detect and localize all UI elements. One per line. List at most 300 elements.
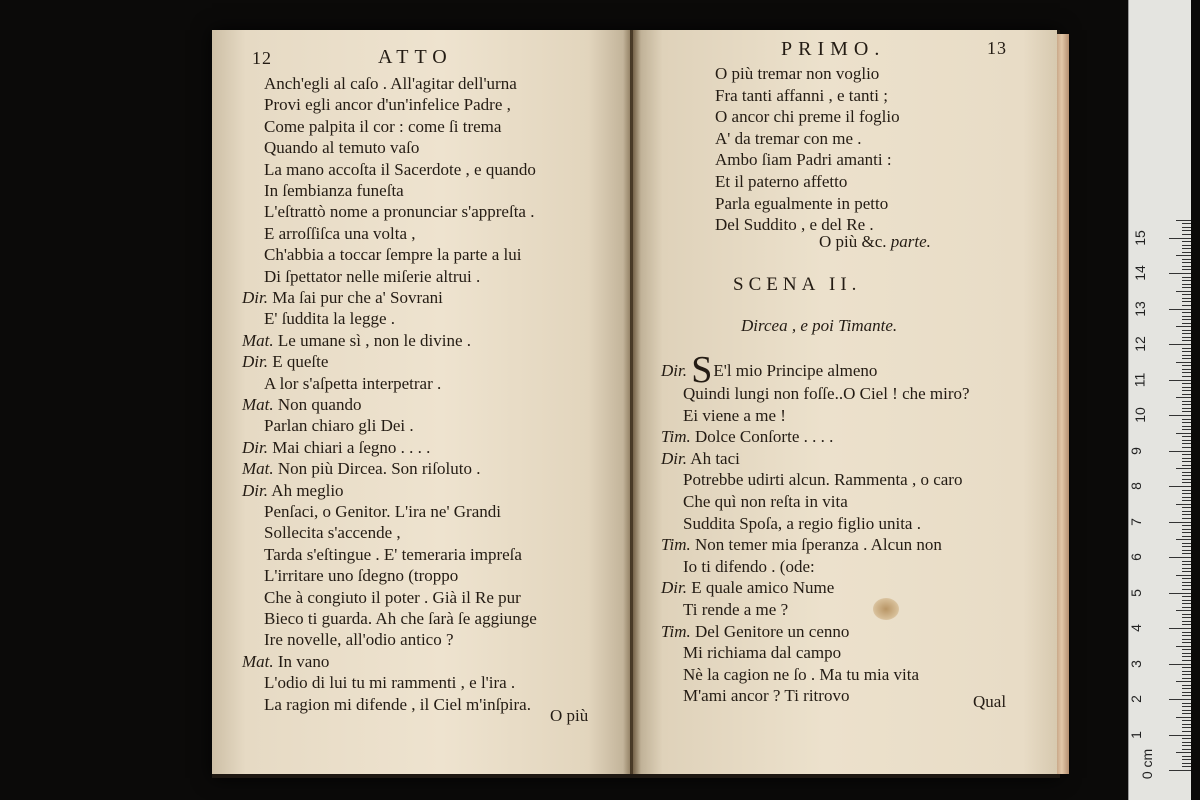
- ruler-tick: [1182, 678, 1191, 679]
- book-spread: [212, 30, 1060, 778]
- line-text: Del Genitore un cenno: [695, 621, 850, 641]
- paper-stain: [873, 598, 899, 620]
- ruler-tick: [1182, 411, 1191, 412]
- ruler-tick: [1182, 571, 1191, 572]
- ruler-tick: [1182, 298, 1191, 299]
- dropcap-line: [661, 349, 878, 391]
- ruler-tick: [1176, 255, 1191, 256]
- speaker-label: Mat.: [242, 395, 274, 414]
- ruler-tick: [1182, 266, 1191, 267]
- ruler-tick: [1182, 639, 1191, 640]
- line-text: E queſte: [272, 352, 329, 372]
- text-line: [683, 665, 919, 685]
- line-text: Ma ſai pur che a' Sovrani: [272, 288, 443, 307]
- ruler-tick: [1176, 220, 1191, 221]
- text-line: [264, 202, 534, 222]
- line-text: E' ſuddita la legge .: [264, 309, 395, 329]
- ruler-tick: [1182, 280, 1191, 281]
- ruler-tick: [1182, 561, 1191, 562]
- text-line: [264, 160, 536, 180]
- ruler-tick: [1182, 578, 1191, 579]
- ruler-tick: [1182, 394, 1191, 395]
- ruler-tick: [1169, 238, 1191, 239]
- page-number-left: 12: [252, 48, 272, 68]
- ruler-tick: [1182, 475, 1191, 476]
- ruler-tick: [1182, 358, 1191, 359]
- ruler-tick: [1182, 387, 1191, 388]
- ruler-unit-label: 0 cm: [1139, 748, 1156, 780]
- speaker-label: Mat.: [242, 651, 274, 671]
- text-line: [264, 673, 515, 693]
- ruler-tick: [1169, 486, 1191, 487]
- ruler-tick: [1182, 262, 1191, 263]
- ruler-tick: [1182, 340, 1191, 341]
- text-line: [264, 74, 517, 94]
- ruler-tick: [1176, 433, 1191, 434]
- text-line: [264, 416, 414, 436]
- text-line: [264, 502, 501, 522]
- ruler-tick: [1182, 603, 1191, 604]
- ruler-tick: [1182, 301, 1191, 302]
- measuring-ruler: [1128, 0, 1191, 800]
- text-line: [683, 406, 786, 426]
- ruler-tick: [1182, 667, 1191, 668]
- ruler-tick: [1182, 713, 1191, 714]
- ruler-tick: [1182, 436, 1191, 437]
- ruler-tick: [1169, 309, 1191, 310]
- ruler-tick: [1182, 245, 1191, 246]
- ruler-tick: [1182, 454, 1191, 455]
- ruler-tick: [1176, 326, 1191, 327]
- book-gutter: [623, 30, 641, 774]
- line-text: L'odio di lui tu mi rammenti , e l'ira .: [264, 673, 516, 693]
- ruler-number: 3: [1127, 659, 1144, 668]
- ruler-tick: [1182, 564, 1191, 565]
- ruler-tick: [1182, 674, 1191, 675]
- ruler-tick: [1182, 312, 1191, 313]
- ruler-tick: [1182, 589, 1191, 590]
- ruler-tick: [1182, 617, 1191, 618]
- ruler-tick: [1169, 557, 1191, 558]
- ruler-number: 9: [1127, 446, 1144, 455]
- text-line: [242, 331, 471, 351]
- ruler-tick: [1176, 468, 1191, 469]
- text-line: [242, 352, 328, 372]
- ruler-tick: [1169, 415, 1191, 416]
- line-text: Parlan chiaro gli Dei .: [264, 416, 414, 436]
- ruler-tick: [1169, 628, 1191, 629]
- speaker-label: Dir.: [242, 437, 268, 457]
- ruler-tick: [1169, 522, 1191, 523]
- text-line: [242, 438, 430, 458]
- speaker-label: Dir.: [242, 480, 268, 500]
- text-line: [264, 545, 522, 565]
- ruler-tick: [1182, 465, 1191, 466]
- line-text: La ragion mi difende , il Ciel m'inſpira.: [264, 694, 531, 714]
- ruler-tick: [1182, 738, 1191, 739]
- ruler-tick: [1182, 688, 1191, 689]
- ruler-tick: [1182, 692, 1191, 693]
- speaker-label: Dir.: [242, 352, 268, 372]
- ruler-tick: [1182, 742, 1191, 743]
- ruler-tick: [1182, 248, 1191, 249]
- ruler-tick: [1182, 642, 1191, 643]
- left-page: [212, 30, 630, 774]
- line-text: O più tremar non voglio: [715, 64, 880, 83]
- running-head-left: ATTO: [378, 46, 453, 68]
- speaker-label: Mat.: [242, 330, 274, 350]
- text-line: [715, 194, 888, 214]
- ruler-tick: [1182, 404, 1191, 405]
- ruler-tick: [1182, 234, 1191, 235]
- ruler-tick: [1182, 703, 1191, 704]
- ruler-tick: [1182, 429, 1191, 430]
- text-line: [264, 695, 531, 715]
- ruler-tick: [1182, 607, 1191, 608]
- ruler-tick: [1182, 252, 1191, 253]
- text-line: [661, 535, 942, 555]
- line-text: Ei viene a me !: [683, 405, 786, 425]
- text-line: [264, 95, 511, 115]
- ruler-tick: [1182, 497, 1191, 498]
- text-line: [715, 150, 892, 170]
- line-text: Sollecita s'accende ,: [264, 523, 401, 543]
- ruler-tick: [1169, 770, 1191, 771]
- text-line: [264, 245, 521, 265]
- ruler-tick: [1182, 514, 1191, 515]
- page-number-right: 13: [987, 38, 1007, 58]
- text-line: [715, 129, 862, 149]
- ruler-tick: [1182, 426, 1191, 427]
- line-text: Et il paterno affetto: [715, 172, 848, 191]
- text-line: [683, 643, 841, 663]
- ruler-tick: [1169, 593, 1191, 594]
- ruler-tick: [1182, 461, 1191, 462]
- ruler-tick: [1176, 752, 1191, 753]
- ruler-tick: [1182, 230, 1191, 231]
- ruler-tick: [1182, 600, 1191, 601]
- ruler-tick: [1182, 493, 1191, 494]
- speaker-label: Dir.: [661, 361, 687, 380]
- ruler-tick: [1182, 525, 1191, 526]
- ruler-tick: [1182, 706, 1191, 707]
- ruler-tick: [1182, 369, 1191, 370]
- ruler-tick: [1182, 355, 1191, 356]
- ruler-tick: [1176, 575, 1191, 576]
- ruler-tick: [1182, 372, 1191, 373]
- ruler-tick: [1182, 656, 1191, 657]
- text-line: [242, 459, 480, 479]
- ruler-tick: [1169, 664, 1191, 665]
- ruler-tick: [1182, 518, 1191, 519]
- ruler-tick: [1176, 717, 1191, 718]
- ruler-tick: [1182, 536, 1191, 537]
- ruler-tick: [1182, 227, 1191, 228]
- ruler-number: 12: [1131, 336, 1148, 352]
- ruler-tick: [1182, 507, 1191, 508]
- text-line: [661, 427, 833, 447]
- speaker-label: Dir.: [661, 578, 687, 598]
- ruler-tick: [1182, 241, 1191, 242]
- ruler-tick: [1176, 291, 1191, 292]
- ruler-tick: [1182, 419, 1191, 420]
- line-text: Quando al temuto vaſo: [264, 138, 420, 158]
- ruler-tick: [1182, 365, 1191, 366]
- ruler-tick: [1182, 351, 1191, 352]
- ruler-tick: [1182, 287, 1191, 288]
- ruler-number: 15: [1131, 229, 1148, 246]
- scene-title: SCENA II.: [733, 274, 862, 295]
- dropcap-letter: S: [691, 349, 713, 391]
- line-text: Penſaci, o Genitor. L'ira ne' Grandi: [264, 502, 501, 521]
- line-text: Che quì non reſta in vita: [683, 492, 848, 511]
- line-text: Non quando: [277, 395, 362, 414]
- line-text: Non più Dircea. Son riſoluto .: [277, 459, 481, 479]
- line-text: Che à congiuto il poter . Già il Re pur: [264, 587, 521, 607]
- text-line: [264, 138, 419, 158]
- text-line: [715, 64, 879, 84]
- speaker-label: Tim.: [661, 621, 691, 641]
- line-text: Fra tanti affanni , e tanti ;: [715, 85, 888, 105]
- line-text: Anch'egli al caſo . All'agitar dell'urna: [264, 74, 517, 93]
- ruler-tick: [1182, 422, 1191, 423]
- ruler-tick: [1182, 695, 1191, 696]
- catchword-right: Qual: [973, 692, 1007, 711]
- ruler-tick: [1182, 529, 1191, 530]
- line-text: Non temer mia ſperanza . Alcun non: [695, 535, 942, 555]
- ruler-number: 1: [1127, 730, 1144, 739]
- ruler-tick: [1182, 447, 1191, 448]
- ruler-tick: [1182, 745, 1191, 746]
- text-line: [264, 374, 441, 394]
- text-line: [264, 523, 401, 543]
- ruler-tick: [1182, 323, 1191, 324]
- ruler-tick: [1182, 333, 1191, 334]
- ruler-tick: [1182, 614, 1191, 615]
- ruler-tick: [1169, 380, 1191, 381]
- line-text: Suddita Spoſa, a regio figlio unita .: [683, 513, 921, 533]
- ruler-number: 14: [1131, 265, 1148, 281]
- ruler-tick: [1182, 756, 1191, 757]
- ruler-tick: [1182, 390, 1191, 391]
- ruler-tick: [1169, 344, 1191, 345]
- ruler-number: 6: [1127, 553, 1144, 561]
- ruler-tick: [1182, 482, 1191, 483]
- ruler-tick: [1182, 348, 1191, 349]
- ruler-number: 7: [1127, 517, 1144, 526]
- text-line: [264, 267, 480, 287]
- ruler-tick: [1176, 539, 1191, 540]
- text-line: [715, 86, 888, 106]
- catchword-left: O più: [550, 706, 589, 725]
- ruler-tick: [1176, 504, 1191, 505]
- text-line: [683, 686, 849, 706]
- ruler-tick: [1169, 735, 1191, 736]
- text-line: [242, 395, 361, 415]
- line-text: Provi egli ancor d'un'infelice Padre ,: [264, 95, 511, 115]
- ruler-tick: [1182, 316, 1191, 317]
- line-text: E arroſſiſca una volta ,: [264, 223, 416, 243]
- ruler-tick: [1182, 472, 1191, 473]
- line-text: A' da tremar con me .: [715, 128, 862, 148]
- ruler-tick: [1169, 451, 1191, 452]
- line-text: Ambo ſiam Padri amanti :: [715, 150, 892, 170]
- right-page: [633, 30, 1057, 774]
- ruler-tick: [1182, 720, 1191, 721]
- ruler-number: 13: [1131, 300, 1148, 317]
- speaker-label: Mat.: [242, 459, 274, 479]
- line-text: Di ſpettator nelle miſerie altrui .: [264, 266, 481, 286]
- text-line: [683, 514, 921, 534]
- ruler-tick: [1182, 763, 1191, 764]
- text-line: [661, 622, 849, 642]
- ruler-tick: [1182, 443, 1191, 444]
- text-line: [264, 588, 521, 608]
- text-line: [242, 481, 344, 501]
- ruler-tick: [1182, 624, 1191, 625]
- line-text: Come palpita il cor : come ſi trema: [264, 116, 502, 136]
- ruler-tick: [1176, 610, 1191, 611]
- ruler-tick: [1182, 294, 1191, 295]
- ruler-tick: [1182, 543, 1191, 544]
- ruler-tick: [1182, 223, 1191, 224]
- line-text: La mano accoſta il Sacerdote , e quando: [264, 159, 536, 179]
- text-line: [264, 566, 458, 586]
- ruler-tick: [1182, 376, 1191, 377]
- ruler-tick: [1182, 305, 1191, 306]
- ruler-tick: [1182, 553, 1191, 554]
- ruler-tick: [1182, 621, 1191, 622]
- line-text: L'eſtrattò nome a pronunciar s'appreſta .: [264, 202, 535, 222]
- line-text: Ah meglio: [271, 480, 344, 500]
- ruler-tick: [1182, 500, 1191, 501]
- text-line: [661, 449, 740, 469]
- text-line: [242, 652, 329, 672]
- line-text: Dolce Conſorte . . . .: [695, 427, 834, 447]
- text-line: [264, 181, 404, 201]
- ruler-tick: [1182, 632, 1191, 633]
- text-line: [264, 309, 395, 329]
- exit-line: O più &c.: [819, 232, 887, 251]
- ruler-tick: [1182, 766, 1191, 767]
- text-line: [264, 224, 416, 244]
- exit-direction: [819, 232, 931, 252]
- ruler-tick: [1176, 362, 1191, 363]
- ruler-tick: [1182, 759, 1191, 760]
- ruler-tick: [1182, 383, 1191, 384]
- line-text: Ch'abbia a toccar ſempre la parte a lui: [264, 245, 522, 265]
- ruler-tick: [1182, 259, 1191, 260]
- text-line: [661, 578, 834, 598]
- ruler-tick: [1176, 681, 1191, 682]
- line-text: Io ti difendo . (ode:: [683, 556, 815, 576]
- text-line: [264, 117, 501, 137]
- line-text: Nè la cagion ne ſo . Ma tu mia vita: [683, 664, 920, 684]
- ruler-tick: [1182, 277, 1191, 278]
- ruler-tick: [1182, 710, 1191, 711]
- line-text: In ſembianza funeſta: [264, 181, 404, 200]
- ruler-tick: [1182, 653, 1191, 654]
- text-line: [264, 609, 537, 629]
- ruler-tick: [1182, 660, 1191, 661]
- ruler-tick: [1182, 585, 1191, 586]
- exit-word: parte.: [890, 232, 931, 251]
- line-text: Ah taci: [690, 448, 740, 468]
- ruler-tick: [1182, 546, 1191, 547]
- line-text: E quale amico Nume: [691, 578, 835, 598]
- line-text: A lor s'aſpetta interpetrar .: [264, 373, 442, 393]
- text-line: [683, 492, 848, 512]
- ruler-number: 10: [1131, 407, 1148, 423]
- ruler-tick: [1169, 699, 1191, 700]
- line-text: M'ami ancor ? Ti ritrovo: [683, 686, 850, 706]
- line-text: In vano: [277, 651, 330, 671]
- ruler-tick: [1182, 330, 1191, 331]
- line-text: L'irritare uno ſdegno (troppo: [264, 566, 459, 586]
- ruler-tick: [1182, 401, 1191, 402]
- line-text: Tarda s'eſtingue . E' temeraria impreſa: [264, 544, 522, 564]
- line-text: Ire novelle, all'odio antico ?: [264, 630, 454, 650]
- line-text: Potrebbe udirti alcun. Rammenta , o caro: [683, 470, 963, 490]
- ruler-tick: [1169, 273, 1191, 274]
- ruler-tick: [1182, 269, 1191, 270]
- text-line: [715, 107, 900, 127]
- ruler-tick: [1182, 582, 1191, 583]
- line-text: Parla egualmente in petto: [715, 193, 889, 213]
- speaker-label: Dir.: [242, 288, 268, 307]
- ruler-tick: [1182, 596, 1191, 597]
- ruler-tick: [1182, 724, 1191, 725]
- speaker-label: Tim.: [661, 535, 691, 555]
- ruler-number: 8: [1127, 482, 1144, 490]
- text-line: [715, 172, 847, 192]
- ruler-tick: [1182, 511, 1191, 512]
- ruler-tick: [1176, 646, 1191, 647]
- text-line: [683, 470, 962, 490]
- ruler-tick: [1182, 671, 1191, 672]
- line-text: O ancor chi preme il foglio: [715, 107, 900, 127]
- ruler-tick: [1182, 550, 1191, 551]
- page-edge: [1057, 34, 1069, 774]
- line-text: Del Suddito , e del Re .: [715, 215, 874, 235]
- line-text: Quindi lungi non foſſe..O Ciel ! che miro?: [683, 384, 970, 403]
- line-text: Le umane sì , non le divine .: [277, 330, 471, 350]
- ruler-tick: [1182, 749, 1191, 750]
- scene-characters: Dircea , e poi Timante.: [741, 316, 898, 335]
- ruler-tick: [1182, 458, 1191, 459]
- ruler-number: 5: [1127, 588, 1144, 597]
- ruler-tick: [1182, 284, 1191, 285]
- ruler-number: 4: [1127, 624, 1144, 632]
- text-line: [264, 630, 454, 650]
- ruler-tick: [1182, 649, 1191, 650]
- ruler-tick: [1182, 532, 1191, 533]
- ruler-tick: [1182, 319, 1191, 320]
- ruler-tick: [1176, 397, 1191, 398]
- line-text: Ti rende a me ?: [683, 600, 789, 619]
- dropcap-text: E'l mio Principe almeno: [713, 361, 878, 380]
- line-text: Mi richiama dal campo: [683, 643, 842, 663]
- ruler-tick: [1182, 479, 1191, 480]
- speaker-label: Tim.: [661, 427, 691, 447]
- text-line: [242, 288, 443, 308]
- ruler-tick: [1182, 440, 1191, 441]
- ruler-tick: [1182, 727, 1191, 728]
- ruler-number: 2: [1127, 695, 1144, 703]
- line-text: Bieco ti guarda. Ah che ſarà ſe aggiunge: [264, 609, 537, 628]
- ruler-tick: [1182, 685, 1191, 686]
- ruler-tick: [1182, 490, 1191, 491]
